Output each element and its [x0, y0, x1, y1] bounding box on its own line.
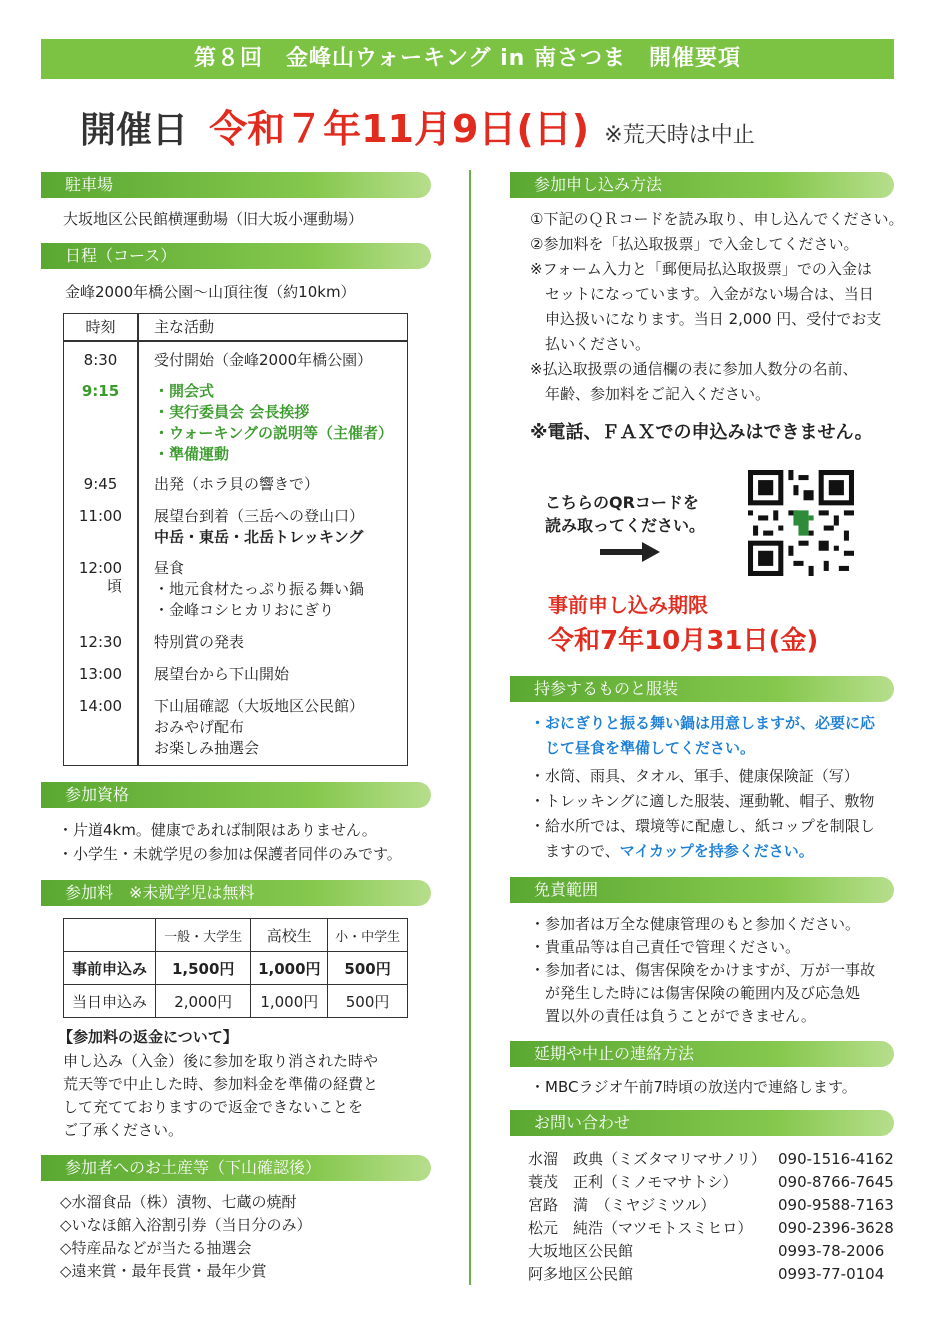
inquiry-name: 阿多地区公民館: [528, 1265, 634, 1283]
fee-col-school: 小・中学生: [328, 919, 408, 952]
refund-line: 荒天等で中止した時、参加料金を準備の経費と: [63, 1075, 379, 1093]
eligibility-item: ・小学生・未就学児の参加は保護者同伴のみです。: [58, 845, 402, 863]
fee-cell: 2,000円: [155, 985, 251, 1018]
schedule-time: 13:00: [78, 665, 123, 683]
event-date: 令和７年11月9日(日): [209, 107, 590, 151]
schedule-activity: 受付開始（金峰2000年橋公園）: [154, 351, 373, 369]
belongings-heading: 持参するものと服装: [510, 676, 894, 702]
fee-cell: 500円: [328, 985, 408, 1018]
inquiry-phone: 090-1516-4162: [778, 1150, 894, 1168]
inquiry-phone: 0993-78-2006: [778, 1242, 885, 1260]
schedule-col-time: 時刻: [85, 318, 116, 336]
date-label: 開催日: [80, 110, 189, 151]
fee-cell: 1,000円: [251, 985, 328, 1018]
fee-col-highschool: 高校生: [251, 919, 328, 952]
inquiry-phone: 090-8766-7645: [778, 1173, 894, 1191]
fee-cell: 1,500円: [155, 952, 251, 985]
belongings-item: ・トレッキングに適した服装、運動靴、帽子、敷物: [530, 792, 875, 810]
schedule-header-rule: [64, 340, 407, 342]
fee-table: [63, 918, 408, 1018]
inquiry-name: 松元 純浩（マツモトスミヒロ）: [528, 1219, 753, 1237]
souvenir-item: ◇遠来賞・最年長賞・最年少賞: [60, 1262, 267, 1280]
souvenir-item: ◇いなほ館入浴割引券（当日分のみ）: [60, 1216, 312, 1234]
disclaimer-line: ・貴重品等は自己責任で管理ください。: [530, 938, 801, 956]
application-line: 申込扱いになります。当日 2,000 円、受付でお支: [530, 310, 882, 328]
application-line: ※払込取扱票の通信欄の表に参加人数分の名前、: [530, 360, 858, 378]
schedule-activity: 下山届確認（大坂地区公民館）: [154, 697, 365, 715]
schedule-activity: 出発（ホラ貝の響きで）: [154, 475, 320, 493]
contact-method-heading: 延期や中止の連絡方法: [510, 1041, 894, 1067]
course-text: 金峰2000年橋公園～山頂往復（約10km）: [65, 283, 356, 301]
application-heading: 参加申し込み方法: [510, 172, 894, 198]
application-line: ①下記のＱＲコードを読み取り、申し込んでください。: [530, 210, 904, 228]
schedule-activity: お楽しみ抽選会: [154, 739, 260, 757]
schedule-activity: 昼食: [154, 559, 185, 577]
column-divider: [469, 170, 471, 1285]
fees-heading: 参加料 ※未就学児は無料: [41, 880, 431, 906]
schedule-heading: 日程（コース）: [41, 243, 431, 269]
belongings-item: ・給水所では、環境等に配慮し、紙コップを制限し: [530, 817, 875, 835]
deadline-label: 事前申し込み期限: [548, 593, 708, 617]
schedule-time: 11:00: [78, 507, 123, 525]
refund-line: して充てておりますので返金できないことを: [63, 1098, 364, 1116]
title-banner: 第８回 金峰山ウォーキング in 南さつま 開催要項: [41, 39, 894, 79]
fee-header-row: [64, 919, 408, 952]
schedule-activity: ・開会式: [154, 382, 215, 400]
parking-text: 大坂地区公民館横運動場（旧大坂小運動場）: [63, 210, 364, 228]
belongings-note: ・おにぎりと振る舞い鍋は用意しますが、必要に応: [530, 714, 876, 732]
fee-cell: [64, 919, 156, 952]
qr-prompt: 読み取ってください。: [545, 516, 706, 535]
refund-line: 申し込み（入金）後に参加を取り消された時や: [63, 1052, 379, 1070]
belongings-last-pre: ますので、: [530, 842, 620, 860]
qr-code-icon[interactable]: [748, 470, 854, 576]
belongings-item: ・水筒、雨具、タオル、軍手、健康保険証（写）: [530, 767, 859, 785]
schedule-activity: 展望台から下山開始: [154, 665, 290, 683]
inquiry-phone: 090-9588-7163: [778, 1196, 894, 1214]
schedule-col-activity: 主な活動: [154, 318, 215, 336]
souvenirs-heading: 参加者へのお土産等（下山確認後）: [41, 1155, 431, 1181]
fee-col-general: 一般・大学生: [155, 919, 251, 952]
belongings-item-last: [530, 841, 814, 861]
fee-row-sameday: [64, 985, 408, 1018]
fee-cell: 500円: [328, 952, 408, 985]
schedule-activity: 特別賞の発表: [154, 633, 245, 651]
application-line: 払いください。: [530, 335, 651, 353]
fee-cell: 1,000円: [251, 952, 328, 985]
schedule-column-rule: [137, 314, 139, 765]
inquiry-name: 宮路 満 （ミヤジミツル）: [528, 1196, 716, 1214]
schedule-activity: おみやげ配布: [154, 718, 245, 736]
disclaimer-line: ・参加者は万全な健康管理のもと参加ください。: [530, 915, 861, 933]
inquiry-name: 大坂地区公民館: [528, 1242, 634, 1260]
application-line: ※フォーム入力と「郵便局払込取扱票」での入金は: [530, 260, 872, 278]
inquiry-phone: 0993-77-0104: [778, 1265, 885, 1283]
schedule-time: 12:00: [78, 559, 123, 577]
souvenir-item: ◇特産品などが当たる抽選会: [60, 1239, 252, 1257]
fee-cell: 当日申込み: [64, 985, 156, 1018]
arrow-right-icon: [600, 542, 660, 562]
deadline-date: 令和7年10月31日(金): [548, 626, 819, 656]
schedule-activity: 中岳・東岳・北岳トレッキング: [154, 528, 364, 546]
my-cup-note: マイカップを持参ください。: [619, 842, 814, 860]
schedule-activity: ・地元食材たっぷり振る舞い鍋: [154, 580, 365, 598]
disclaimer-line: が発生した時には傷害保険の範囲内及び応急処: [530, 984, 861, 1002]
application-line: 年齢、参加料をご記入ください。: [530, 385, 771, 403]
inquiry-phone: 090-2396-3628: [778, 1219, 894, 1237]
schedule-time: 14:00: [78, 697, 123, 715]
event-date-line: [80, 98, 755, 158]
schedule-activity: ・ウォーキングの説明等（主催者）: [154, 424, 393, 442]
schedule-time: 9:45: [83, 475, 118, 493]
schedule-activity: 展望台到着（三岳への登山口）: [154, 507, 365, 525]
inquiry-name: 水溜 政典（ミズタマリマサノリ）: [528, 1150, 767, 1168]
schedule-table: [63, 313, 408, 766]
application-line: セットになっています。入金がない場合は、当日: [530, 285, 874, 303]
schedule-time: 9:15: [81, 382, 120, 400]
contact-method-text: ・MBCラジオ午前7時頃の放送内で連絡します。: [530, 1078, 857, 1096]
schedule-time: 12:30: [78, 633, 123, 651]
schedule-time: 8:30: [83, 351, 118, 369]
fee-cell: 事前申込み: [64, 952, 156, 985]
disclaimer-line: ・参加者には、傷害保険をかけますが、万が一事故: [530, 961, 876, 979]
fee-row-advance: [64, 952, 408, 985]
belongings-note: じて昼食を準備してください。: [530, 739, 756, 757]
refund-line: ご了承ください。: [63, 1121, 184, 1139]
application-line: ②参加料を「払込取扱票」で入金してください。: [530, 235, 859, 253]
parking-heading: 駐車場: [41, 172, 431, 198]
no-phone-notice: ※電話、ＦＡＸでの申込みはできません。: [530, 422, 873, 443]
schedule-time-suffix: 頃: [106, 577, 122, 595]
disclaimer-heading: 免責範囲: [510, 877, 894, 903]
disclaimer-line: 置以外の責任は負うことができません。: [530, 1007, 816, 1025]
inquiry-name: 蓑茂 正利（ミノモマサトシ）: [528, 1173, 738, 1191]
refund-title: 【参加料の返金について】: [58, 1028, 238, 1046]
schedule-activity: ・実行委員会 会長挨拶: [154, 403, 310, 421]
weather-note: ※荒天時は中止: [604, 123, 755, 148]
inquiries-heading: お問い合わせ: [510, 1110, 894, 1136]
schedule-activity: ・準備運動: [154, 445, 230, 463]
eligibility-item: ・片道4km。健康であれば制限はありません。: [58, 821, 377, 839]
eligibility-heading: 参加資格: [41, 782, 431, 808]
souvenir-item: ◇水溜食品（株）漬物、七蔵の焼酎: [60, 1193, 297, 1211]
qr-prompt: こちらのQRコードを: [545, 493, 699, 512]
schedule-activity: ・金峰コシヒカリおにぎり: [154, 601, 335, 619]
